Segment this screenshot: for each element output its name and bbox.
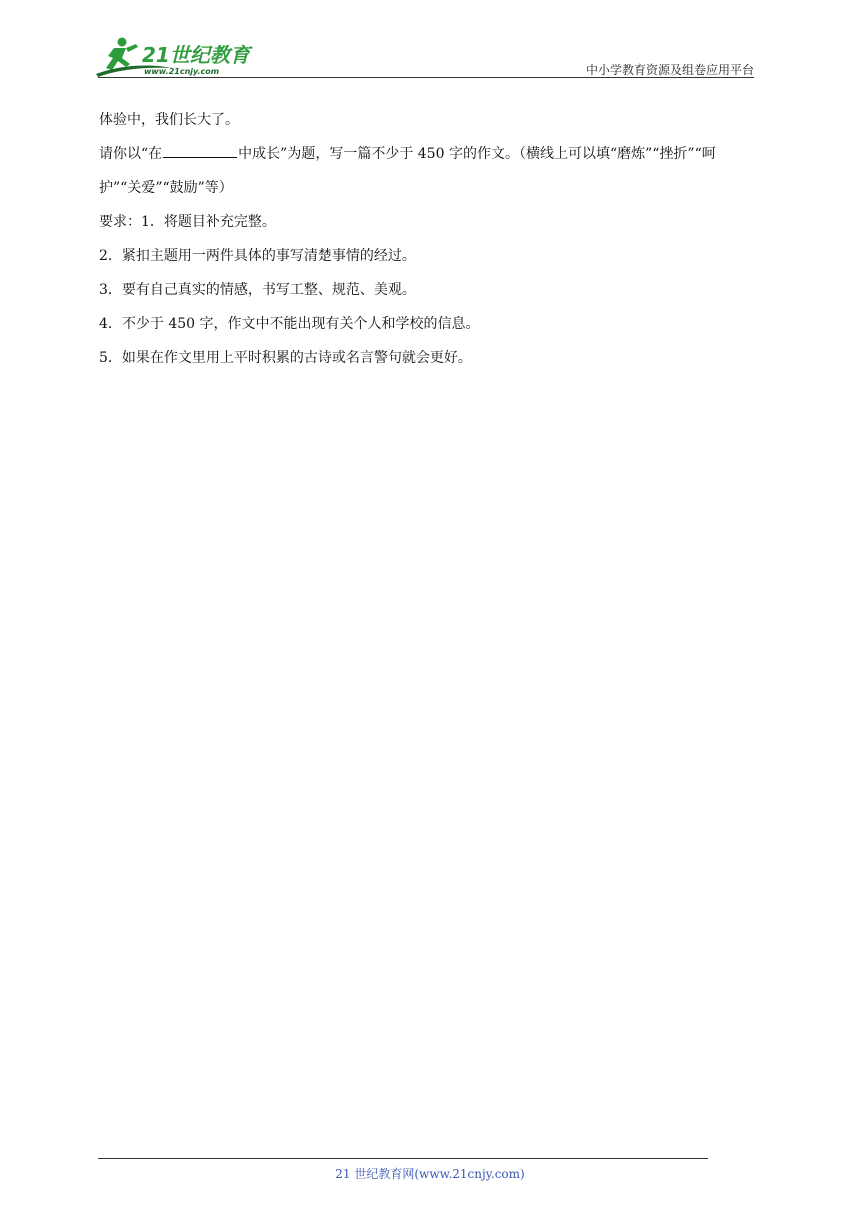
- requirement-item: 3．要有自己真实的情感，书写工整、规范、美观。: [99, 282, 416, 298]
- footer-divider: [98, 1158, 708, 1159]
- requirement-item: 4．不少于 450 字，作文中不能出现有关个人和学校的信息。: [99, 316, 480, 332]
- prompt-after: 中成长”为题，写一篇不少于 450 字的作文。（横线上可以填“磨炼”“挫折”“呵: [238, 146, 716, 162]
- prompt-line: [99, 137, 759, 171]
- requirement-item: 要求：1．将题目补充完整。: [99, 214, 276, 230]
- site-logo[interactable]: [92, 34, 262, 80]
- requirement-item: 2．紧扣主题用一两件具体的事写清楚事情的经过。: [99, 248, 416, 264]
- platform-name: 中小学教育资源及组卷应用平台: [585, 63, 754, 77]
- logo-sub-text: www.21cnjy.com: [144, 67, 220, 76]
- logo-main-text: 21世纪教育: [142, 43, 250, 67]
- runner-logo-icon: [92, 34, 262, 80]
- prompt-before: 请你以“在: [99, 146, 163, 162]
- footer-link[interactable]: 21 世纪教育网(www.21cnjy.com): [335, 1167, 525, 1181]
- fill-in-blank: [163, 143, 237, 158]
- prompt-continuation: 护”“关爱”“鼓励”等）: [99, 180, 233, 196]
- requirement-item: 5．如果在作文里用上平时积累的古诗或名言警句就会更好。: [99, 350, 472, 366]
- intro-line: 体验中，我们长大了。: [99, 112, 239, 128]
- page-header: [0, 0, 860, 84]
- header-divider: [98, 77, 754, 78]
- document-body: [99, 103, 759, 375]
